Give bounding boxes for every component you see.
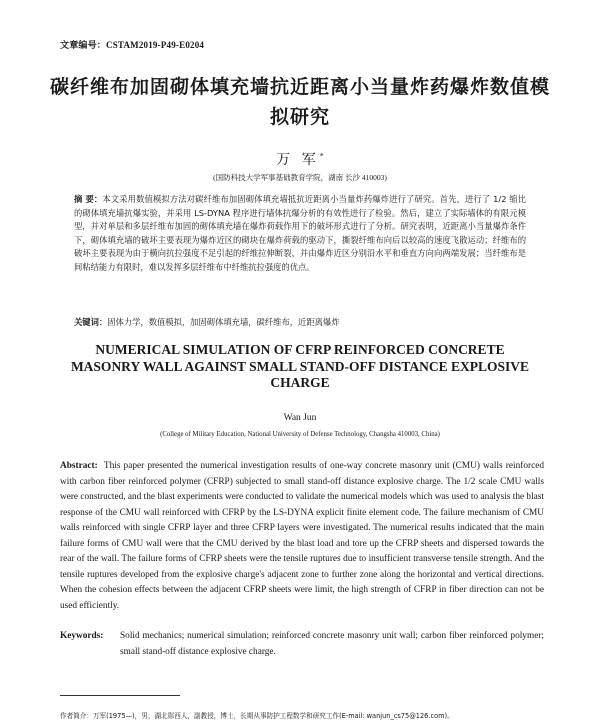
chinese-author: [0, 149, 600, 169]
chinese-title: 碳纤维布加固砌体填充墙抗近距离小当量炸药爆炸数值模拟研究: [50, 76, 551, 128]
chinese-keywords-label: 关键词：: [74, 317, 108, 327]
author-footnote-mark: *: [319, 151, 324, 161]
english-keywords: [60, 629, 544, 660]
article-number: 文章编号：CSTAM2019-P49-E0204: [60, 40, 205, 50]
footnote-divider: [60, 695, 180, 696]
chinese-affiliation: (国防科技大学军事基础教育学院，湖南 长沙 410003): [213, 173, 387, 182]
english-author: Wan Jun: [283, 413, 317, 423]
english-title: NUMERICAL SIMULATION OF CFRP REINFORCED CONCRETE MASONRY WALL AGAINST SMALL STAND-OFF DISTANCE EXPLOSIVE CHARGE: [70, 342, 530, 390]
chinese-abstract-text: 本文采用数值模拟方法对碳纤维布加固砌体填充墙抵抗近距离小当量炸药爆炸进行了研究。首先，进行了 1/2 缩比的砌体填充墙抗爆实验，并采用 LS-DYNA 程序进行墙体抗爆分析的有效性进行了检验。然后，建立了实际墙体的有限元模型，并对单层和多层纤维布加固的砌体填充墙在爆炸荷载作用下的破坏形式进行了分析。研究表明，近距离小当量爆炸条件下，砌体填充墙的破坏主要表现为爆炸近区的砌块在爆炸荷载的驱动下，撕裂纤维布向后以较高的速度飞散运动；纤维布的破坏主要表现为由于横向抗拉强度不足引起的纤维拉伸断裂，并由爆炸近区分别沿水平和垂直方向向两端发展；当纤维布是间粘结能力有限时，难以发挥多层纤维布中纤维抗拉强度的优点。: [74, 194, 527, 272]
chinese-keywords: [74, 316, 526, 328]
english-abstract-label: Abstract:: [60, 461, 98, 471]
chinese-abstract-label: 摘 要：: [74, 194, 103, 204]
english-abstract: [60, 459, 544, 614]
chinese-author-name: 万 军: [276, 153, 320, 168]
english-abstract-text: This paper presented the numerical investigation results of one-way concrete masonry unit (CMU) walls reinforced with carbon fiber reinforced polymer (CFRP) subjected to small stand-off distance explosive charge. The 1/2 scale CMU walls were constructed, and the blast experiments were conducted to validate the numerical models which was used to analysis the blast response of the CMU wall reinforced with CFRP by the LS-DYNA explicit finite element code. The failure mechanism of CMU walls reinforced with single CFRP layer and three CFRP layers were investigated. The numerical results indicated that the main failure forms of CMU wall were that the CMU derived by the blast load and tore up the CFRP sheets and dispersed towards the rear of the wall. The failure forms of CFRP sheets were the tensile ruptures due to insufficient transverse tensile strength. And the tensile ruptures developed from the explosive charge's adjacent zone to further zone along the horizontal and vertical directions. When the cohesion effects between the adjacent CFRP sheets were limit, the high strength of CFRP in fiber direction can not be used efficiently.: [60, 461, 544, 611]
chinese-abstract: [74, 193, 526, 274]
english-keywords-text: Solid mechanics; numerical simulation; reinforced concrete masonry unit wall; carbon fiber reinforced polymer; small stand-off distance explosive charge.: [120, 631, 544, 657]
english-affiliation: (College of Military Education, National University of Defense Technology, Changsha 410003, China): [160, 431, 440, 438]
chinese-keywords-text: 固体力学，数值模拟，加固砌体填充墙，碳纤维布，近距离爆炸: [107, 317, 340, 327]
english-keywords-label: Keywords:: [60, 631, 104, 641]
author-footnote: 作者简介：万军(1975—)，男，湖北郧西人，副教授，博士，长期从事防护工程数学和研究工作(E-mail: wanjun_cs75@126.com)。: [60, 712, 454, 720]
